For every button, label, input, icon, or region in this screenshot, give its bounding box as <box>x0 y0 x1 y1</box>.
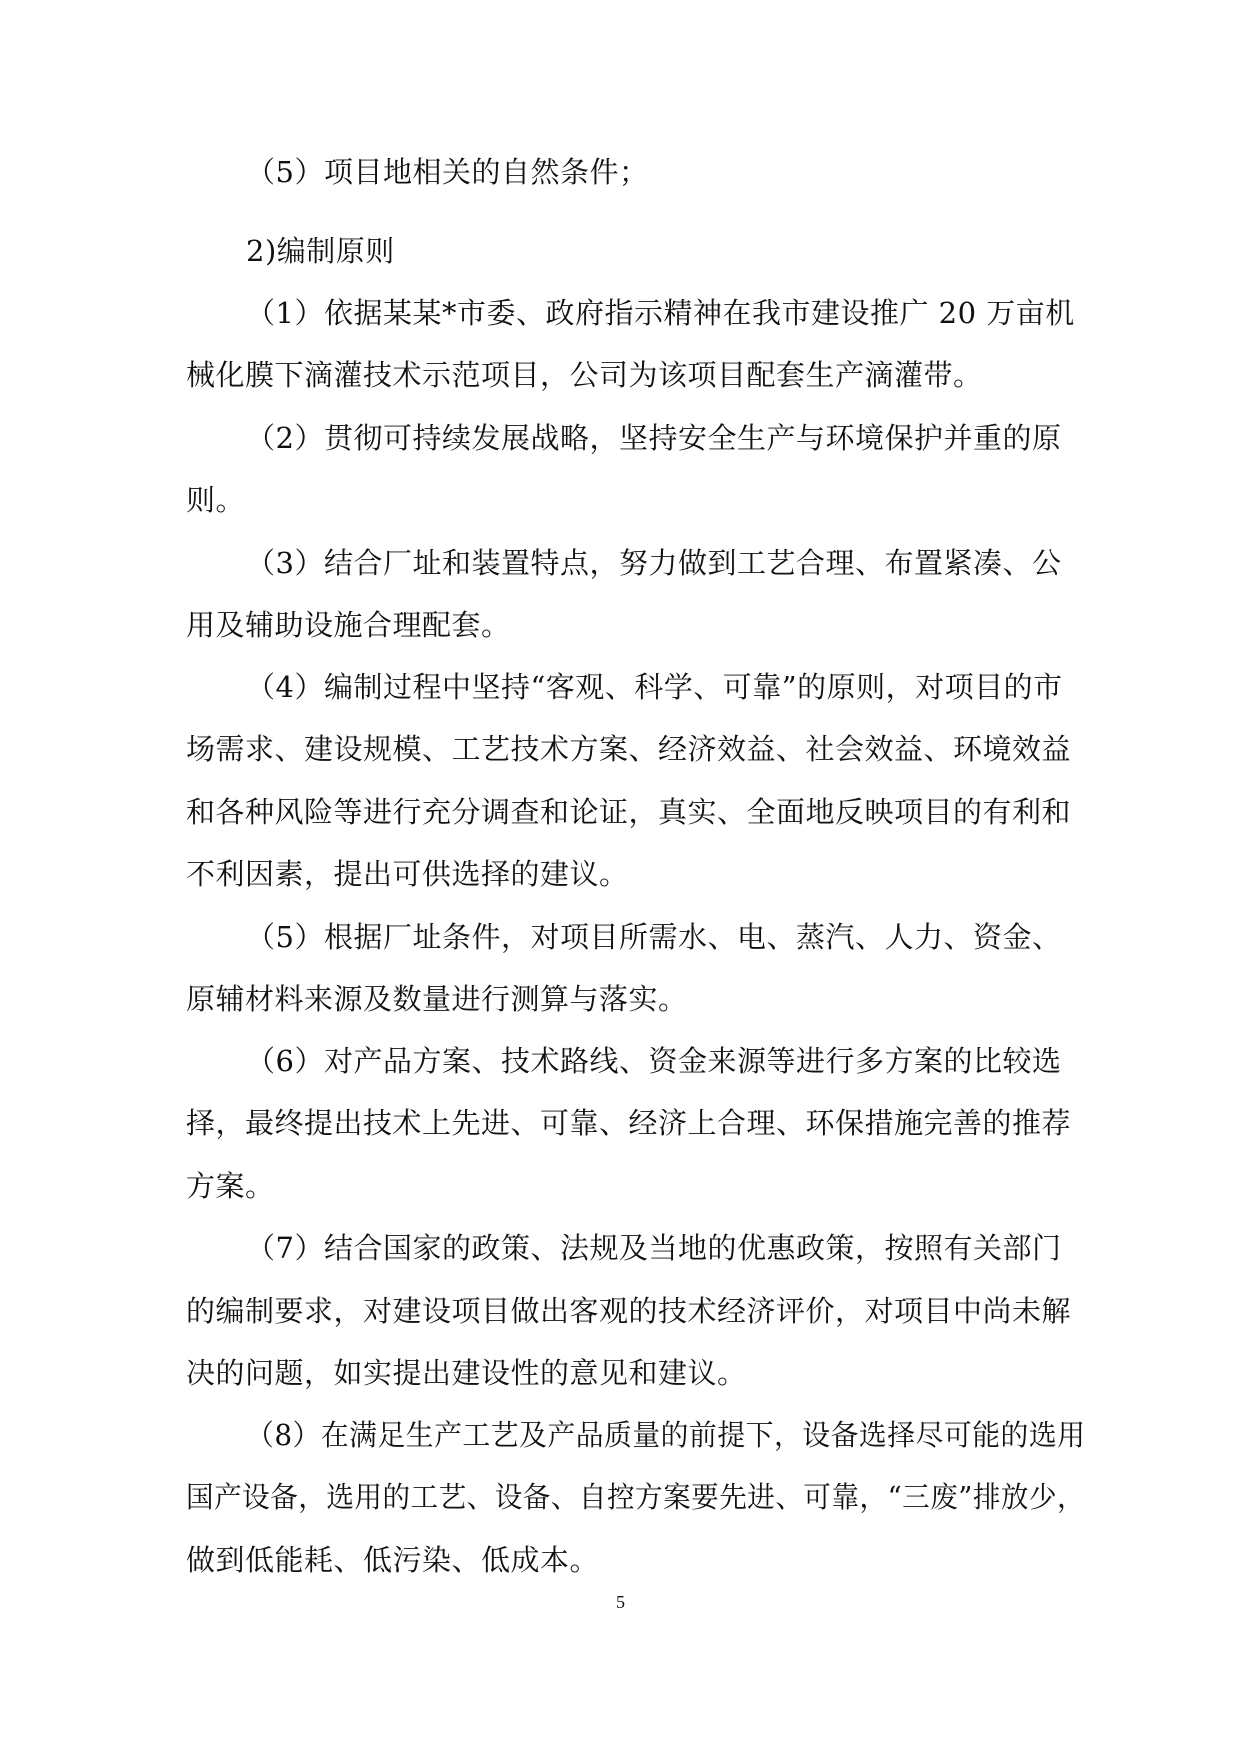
text-line: （6）对产品方案、技术路线、资金来源等进行多方案的比较选 <box>246 1044 1062 1078</box>
text-line: （1）依据某某*市委、政府指示精神在我市建设推广 20 万亩机 <box>246 296 1075 330</box>
text-line: 决的问题，如实提出建设性的意见和建议。 <box>186 1356 747 1390</box>
text-line: （8）在满足生产工艺及产品质量的前提下，设备选择尽可能的选用 <box>246 1418 1086 1452</box>
text-line: （5）根据厂址条件，对项目所需水、电、蒸汽、人力、资金、 <box>246 920 1062 954</box>
text-line: 原辅材料来源及数量进行测算与落实。 <box>186 982 688 1016</box>
text-line: 方案。 <box>186 1169 275 1203</box>
text-line: （4）编制过程中坚持“客观、科学、可靠”的原则，对项目的市 <box>246 670 1063 704</box>
text-line: （3）结合厂址和装置特点，努力做到工艺合理、布置紧凑、公 <box>246 546 1062 580</box>
text-line: 场需求、建设规模、工艺技术方案、经济效益、社会效益、环境效益 <box>186 732 1072 766</box>
page-number: 5 <box>616 1592 625 1612</box>
text-line: 械化膜下滴灌技术示范项目，公司为该项目配套生产滴灌带。 <box>186 358 983 392</box>
text-line: （2）贯彻可持续发展战略，坚持安全生产与环境保护并重的原 <box>246 421 1062 455</box>
text-line: 做到低能耗、低污染、低成本。 <box>186 1543 600 1577</box>
text-line: 则。 <box>186 483 246 517</box>
text-line: 用及辅助设施合理配套。 <box>186 608 511 642</box>
text-line: （5）项目地相关的自然条件； <box>246 155 649 189</box>
text-line: 的编制要求，对建设项目做出客观的技术经济评价，对项目中尚未解 <box>186 1294 1072 1328</box>
text-line: （7）结合国家的政策、法规及当地的优惠政策，按照有关部门 <box>246 1231 1062 1265</box>
text-line: 2)编制原则 <box>246 234 395 268</box>
text-line: 不利因素，提出可供选择的建议。 <box>186 857 629 891</box>
text-line: 择，最终提出技术上先进、可靠、经济上合理、环保措施完善的推荐 <box>186 1106 1072 1140</box>
text-line: 和各种风险等进行充分调查和论证，真实、全面地反映项目的有利和 <box>186 795 1072 829</box>
text-line: 国产设备，选用的工艺、设备、自控方案要先进、可靠，“三废”排放少， <box>186 1480 1086 1514</box>
